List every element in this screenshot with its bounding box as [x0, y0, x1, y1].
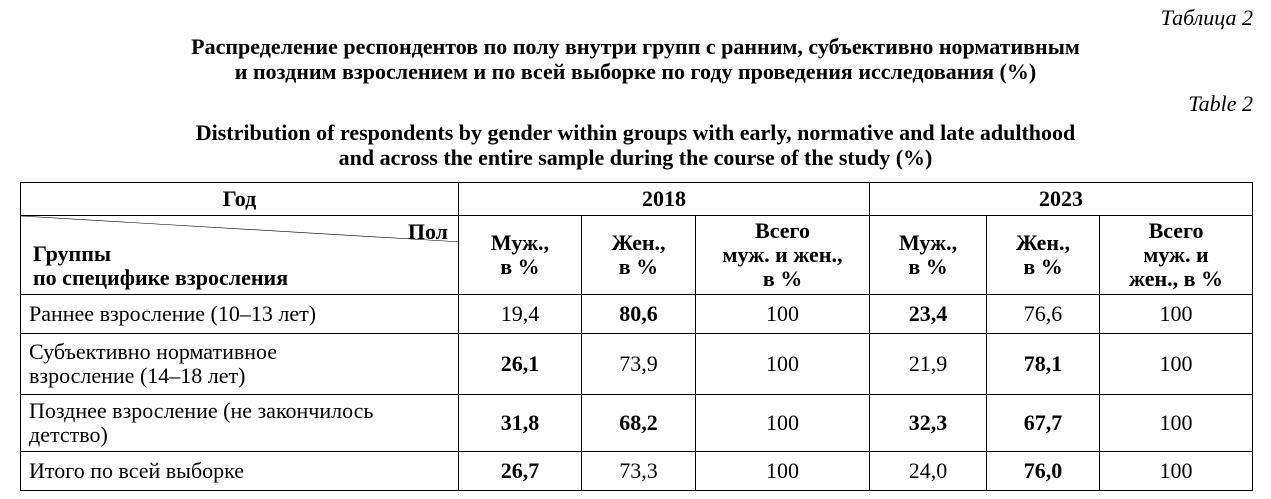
- row-label-line: Позднее взросление (не закончилось: [29, 398, 374, 423]
- row-label-late: [21, 395, 459, 452]
- table-row: [21, 334, 1253, 395]
- col-2023-female-line-1: Жен.,: [1015, 230, 1071, 255]
- cell-2023-female: 67,7: [987, 395, 1100, 452]
- cell-2023-total: 100: [1100, 395, 1253, 452]
- row-label-line: взросление (14–18 лет): [29, 363, 246, 388]
- col-2018-female: [582, 216, 696, 295]
- title-en-line-1: Distribution of respondents by gender within groups with early, normative and late adulthood: [195, 120, 1076, 145]
- groups-header: [33, 242, 288, 290]
- cell-2023-male: 23,4: [870, 295, 987, 334]
- col-2018-total-line-2: муж. и жен.,: [722, 242, 843, 267]
- col-2018-male-line-1: Муж.,: [490, 230, 550, 255]
- table-label-en: Table 2: [1188, 91, 1253, 116]
- cell-2018-male: 26,1: [459, 334, 582, 395]
- col-2018-male: [459, 216, 582, 295]
- year-header: Год: [21, 183, 459, 216]
- col-2018-female-line-1: Жен.,: [611, 230, 666, 255]
- header-row-columns: [21, 216, 1253, 295]
- cell-2023-male: 24,0: [870, 452, 987, 491]
- row-label-line: Раннее взросление (10–13 лет): [29, 301, 317, 326]
- row-label-total: [21, 452, 459, 491]
- col-2018-female-line-2: в %: [618, 254, 659, 279]
- row-label-normative: [21, 334, 459, 395]
- row-label-early: [21, 295, 459, 334]
- cell-2018-total: 100: [696, 334, 870, 395]
- title-en-line-2: and across the entire sample during the course of the study (%): [338, 145, 933, 170]
- year-2023-header: 2023: [870, 183, 1253, 216]
- cell-2018-female: 80,6: [582, 295, 696, 334]
- cell-2023-male: 21,9: [870, 334, 987, 395]
- groups-header-line-2: по специфике взросления: [33, 265, 289, 290]
- title-ru-line-2: и поздним взрослением и по всей выборке по году проведения исследования (%): [234, 59, 1037, 84]
- cell-2018-total: 100: [696, 295, 870, 334]
- cell-2018-female: 73,9: [582, 334, 696, 395]
- cell-2018-female: 73,3: [582, 452, 696, 491]
- table-row: [21, 395, 1253, 452]
- table-row: [21, 295, 1253, 334]
- col-2018-total: [696, 216, 870, 295]
- cell-2018-total: 100: [696, 395, 870, 452]
- groups-header-line-1: Группы: [33, 241, 112, 266]
- row-label-line: Субъективно нормативное: [29, 339, 278, 364]
- table-label-ru: Таблица 2: [1160, 5, 1253, 30]
- col-2023-female: [987, 216, 1100, 295]
- col-2023-total: [1100, 216, 1253, 295]
- cell-2023-total: 100: [1100, 295, 1253, 334]
- table-title-ru: [0, 34, 1271, 84]
- row-label-line: детство): [29, 422, 108, 447]
- cell-2023-female: 76,6: [987, 295, 1100, 334]
- cell-2023-male: 32,3: [870, 395, 987, 452]
- col-2023-female-line-2: в %: [1023, 254, 1063, 279]
- col-2018-male-line-2: в %: [500, 254, 540, 279]
- table-title-en: [0, 120, 1271, 170]
- cell-2018-female: 68,2: [582, 395, 696, 452]
- col-2023-total-line-3: жен., в %: [1129, 266, 1224, 291]
- col-2023-male: [870, 216, 987, 295]
- header-row-years: [21, 183, 1253, 216]
- cell-2023-female: 78,1: [987, 334, 1100, 395]
- cell-2023-total: 100: [1100, 452, 1253, 491]
- cell-2018-male: 19,4: [459, 295, 582, 334]
- cell-2023-total: 100: [1100, 334, 1253, 395]
- distribution-table: [20, 182, 1253, 491]
- col-2023-male-line-2: в %: [908, 254, 948, 279]
- cell-2018-total: 100: [696, 452, 870, 491]
- col-2023-male-line-1: Муж.,: [898, 230, 958, 255]
- col-2018-total-line-3: в %: [762, 266, 803, 291]
- table-row: [21, 452, 1253, 491]
- diagonal-header-cell: [21, 216, 459, 295]
- col-2023-total-line-1: Всего: [1148, 218, 1204, 243]
- row-label-line: Итого по всей выборке: [29, 458, 245, 483]
- cell-2018-male: 31,8: [459, 395, 582, 452]
- title-ru-line-1: Распределение респондентов по полу внутри групп с ранним, субъективно нормативным: [191, 34, 1080, 59]
- gender-header: Пол: [407, 219, 448, 244]
- cell-2018-male: 26,7: [459, 452, 582, 491]
- cell-2023-female: 76,0: [987, 452, 1100, 491]
- year-2018-header: 2018: [459, 183, 870, 216]
- col-2018-total-line-1: Всего: [755, 218, 810, 243]
- col-2023-total-line-2: муж. и: [1143, 242, 1209, 267]
